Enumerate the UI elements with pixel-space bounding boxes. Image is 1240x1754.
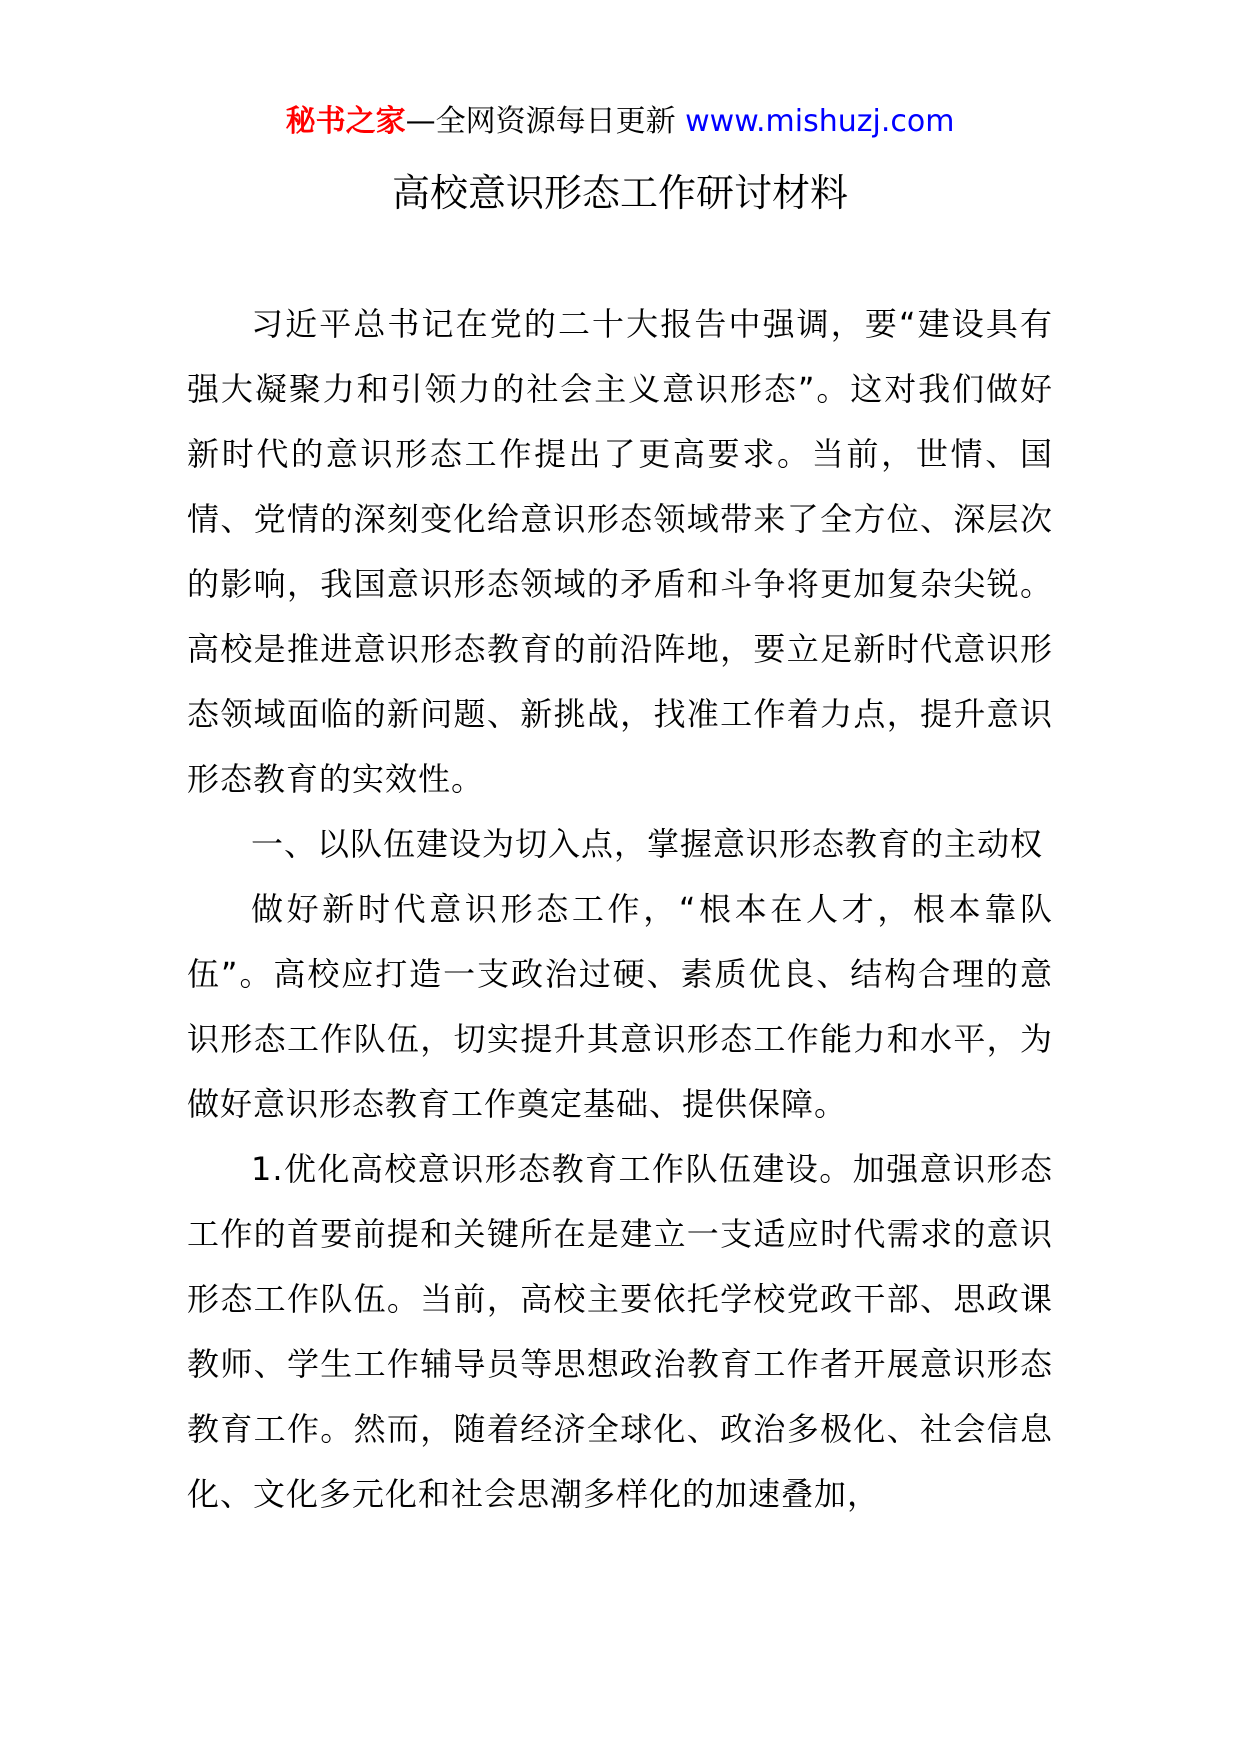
site-url[interactable]: www.mishuzj.com bbox=[685, 104, 955, 139]
document-title: 高校意识形态工作研讨材料 bbox=[391, 171, 848, 215]
paragraph: 1.优化高校意识形态教育工作队伍建设。加强意识形态工作的首要前提和关键所在是建立一支适应时代需求的意识形态工作队伍。当前，高校主要依托学校党政干部、思政课教师、学生工作辅导员等思想政治教育工作者开展意识形态教育工作。然而，随着经济全球化、政治多极化、社会信息化、文化多元化和社会思潮多样化的加速叠加， bbox=[187, 1150, 1053, 1513]
paragraph: 习近平总书记在党的二十大报告中强调，要“建设具有强大凝聚力和引领力的社会主义意识形态”。这对我们做好新时代的意识形态工作提出了更高要求。当前，世情、国情、党情的深刻变化给意识形态领域带来了全方位、深层次的影响，我国意识形态领域的矛盾和斗争将更加复杂尖锐。高校是推进意识形态教育的前沿阵地，要立足新时代意识形态领域面临的新问题、新挑战，找准工作着力点，提升意识形态教育的实效性。 bbox=[187, 305, 1053, 798]
site-header bbox=[0, 100, 1240, 144]
paragraph: 做好新时代意识形态工作，“根本在人才，根本靠队伍”。高校应打造一支政治过硬、素质优良、结构合理的意识形态工作队伍，切实提升其意识形态工作能力和水平，为做好意识形态教育工作奠定基础、提供保障。 bbox=[187, 890, 1053, 1123]
header-tagline: —全网资源每日更新 bbox=[405, 104, 686, 139]
section-heading: 一、以队伍建设为切入点，掌握意识形态教育的主动权 bbox=[251, 825, 1044, 863]
brand-name: 秘书之家 bbox=[285, 104, 406, 139]
document-body bbox=[187, 292, 1053, 1527]
